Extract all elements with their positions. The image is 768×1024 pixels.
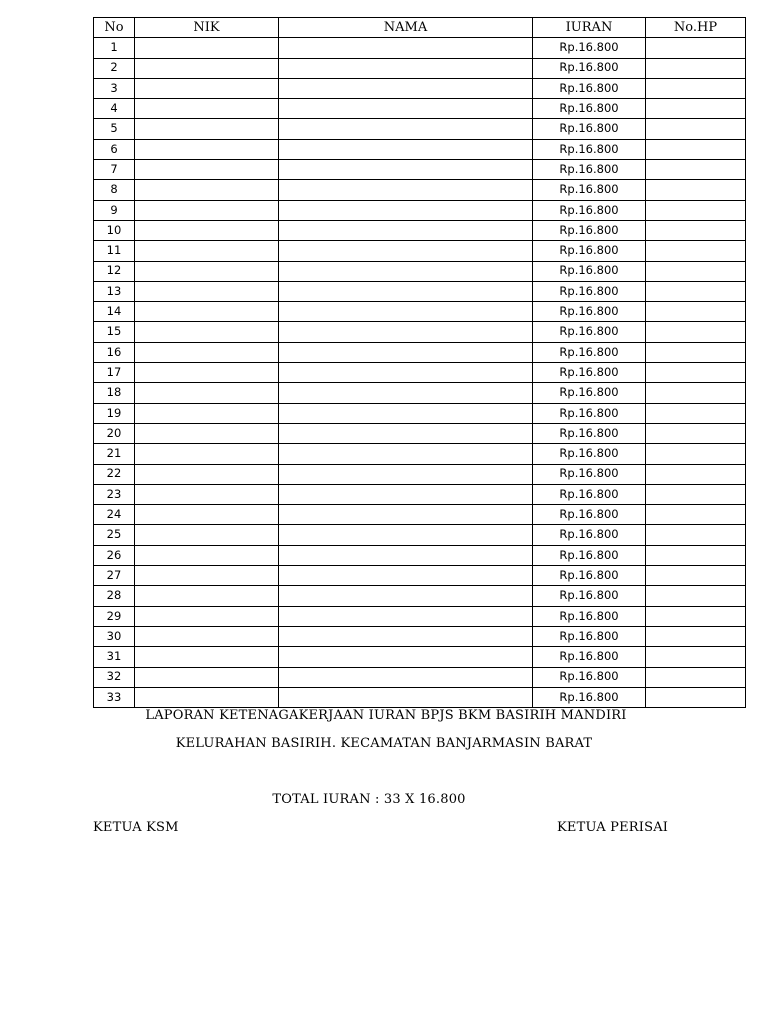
table-row <box>94 261 746 281</box>
cell-iuran: Rp.16.800 <box>533 586 646 606</box>
cell-nik <box>135 302 279 322</box>
cell-no-hp <box>646 444 746 464</box>
cell-no: 7 <box>94 160 135 180</box>
cell-no: 8 <box>94 180 135 200</box>
cell-nik <box>135 687 279 707</box>
cell-no: 22 <box>94 464 135 484</box>
cell-nama <box>279 505 533 525</box>
cell-iuran: Rp.16.800 <box>533 484 646 504</box>
cell-nik <box>135 261 279 281</box>
cell-no-hp <box>646 403 746 423</box>
cell-no-hp <box>646 464 746 484</box>
table-row <box>94 444 746 464</box>
cell-nama <box>279 403 533 423</box>
cell-nik <box>135 464 279 484</box>
table-row <box>94 58 746 78</box>
cell-no: 29 <box>94 606 135 626</box>
cell-iuran: Rp.16.800 <box>533 241 646 261</box>
cell-nama <box>279 484 533 504</box>
cell-iuran: Rp.16.800 <box>533 667 646 687</box>
cell-iuran: Rp.16.800 <box>533 322 646 342</box>
table-row <box>94 281 746 301</box>
cell-nik <box>135 505 279 525</box>
cell-no: 20 <box>94 423 135 443</box>
cell-no-hp <box>646 302 746 322</box>
table-row <box>94 687 746 707</box>
cell-no-hp <box>646 241 746 261</box>
cell-no: 15 <box>94 322 135 342</box>
table-row <box>94 525 746 545</box>
report-title-line-1: LAPORAN KETENAGAKERJAAN IURAN BPJS BKM BASIRIH MANDIRI <box>145 708 627 723</box>
header-no-hp: No.HP <box>646 18 746 38</box>
cell-no-hp <box>646 545 746 565</box>
cell-no: 27 <box>94 566 135 586</box>
cell-nik <box>135 322 279 342</box>
cell-iuran: Rp.16.800 <box>533 160 646 180</box>
cell-nama <box>279 687 533 707</box>
cell-no-hp <box>646 200 746 220</box>
table-row <box>94 566 746 586</box>
cell-nama <box>279 566 533 586</box>
cell-no-hp <box>646 180 746 200</box>
cell-iuran: Rp.16.800 <box>533 261 646 281</box>
cell-nama <box>279 342 533 362</box>
header-iuran: IURAN <box>533 18 646 38</box>
cell-no-hp <box>646 119 746 139</box>
table-body <box>94 38 746 708</box>
cell-nik <box>135 160 279 180</box>
table-row <box>94 220 746 240</box>
cell-nik <box>135 484 279 504</box>
cell-no: 31 <box>94 647 135 667</box>
cell-nik <box>135 139 279 159</box>
cell-nama <box>279 363 533 383</box>
cell-iuran: Rp.16.800 <box>533 464 646 484</box>
cell-no: 18 <box>94 383 135 403</box>
table-row <box>94 99 746 119</box>
cell-iuran: Rp.16.800 <box>533 403 646 423</box>
table-row <box>94 241 746 261</box>
cell-iuran: Rp.16.800 <box>533 687 646 707</box>
cell-no: 10 <box>94 220 135 240</box>
cell-no: 30 <box>94 626 135 646</box>
cell-nik <box>135 403 279 423</box>
cell-no: 21 <box>94 444 135 464</box>
table-row <box>94 647 746 667</box>
table-row <box>94 667 746 687</box>
cell-no: 16 <box>94 342 135 362</box>
cell-nik <box>135 99 279 119</box>
cell-nik <box>135 58 279 78</box>
cell-iuran: Rp.16.800 <box>533 139 646 159</box>
cell-nik <box>135 342 279 362</box>
cell-iuran: Rp.16.800 <box>533 200 646 220</box>
cell-no-hp <box>646 647 746 667</box>
cell-iuran: Rp.16.800 <box>533 38 646 58</box>
cell-no-hp <box>646 281 746 301</box>
cell-no-hp <box>646 423 746 443</box>
cell-no-hp <box>646 687 746 707</box>
cell-nik <box>135 78 279 98</box>
cell-iuran: Rp.16.800 <box>533 647 646 667</box>
cell-nama <box>279 78 533 98</box>
table-row <box>94 200 746 220</box>
table-row <box>94 180 746 200</box>
table-row <box>94 505 746 525</box>
table-row <box>94 38 746 58</box>
cell-iuran: Rp.16.800 <box>533 302 646 322</box>
cell-nik <box>135 566 279 586</box>
cell-iuran: Rp.16.800 <box>533 119 646 139</box>
table-row <box>94 586 746 606</box>
cell-nama <box>279 281 533 301</box>
cell-nama <box>279 220 533 240</box>
cell-no: 14 <box>94 302 135 322</box>
cell-iuran: Rp.16.800 <box>533 566 646 586</box>
cell-no-hp <box>646 160 746 180</box>
cell-no-hp <box>646 38 746 58</box>
contribution-table <box>93 17 746 708</box>
cell-nik <box>135 363 279 383</box>
cell-no: 33 <box>94 687 135 707</box>
cell-nik <box>135 383 279 403</box>
cell-nama <box>279 667 533 687</box>
cell-no: 28 <box>94 586 135 606</box>
cell-no-hp <box>646 667 746 687</box>
cell-no-hp <box>646 220 746 240</box>
cell-iuran: Rp.16.800 <box>533 383 646 403</box>
cell-nama <box>279 586 533 606</box>
cell-no-hp <box>646 566 746 586</box>
cell-iuran: Rp.16.800 <box>533 525 646 545</box>
cell-no-hp <box>646 484 746 504</box>
table-row <box>94 383 746 403</box>
cell-no-hp <box>646 261 746 281</box>
cell-no-hp <box>646 99 746 119</box>
cell-iuran: Rp.16.800 <box>533 363 646 383</box>
table-row <box>94 363 746 383</box>
cell-nama <box>279 139 533 159</box>
cell-nama <box>279 160 533 180</box>
cell-nik <box>135 180 279 200</box>
cell-no: 2 <box>94 58 135 78</box>
table-row <box>94 626 746 646</box>
cell-nama <box>279 180 533 200</box>
cell-no-hp <box>646 505 746 525</box>
cell-nik <box>135 626 279 646</box>
cell-no: 1 <box>94 38 135 58</box>
cell-nik <box>135 525 279 545</box>
table-header-row <box>94 18 746 38</box>
table-row <box>94 423 746 443</box>
cell-nik <box>135 281 279 301</box>
cell-nama <box>279 626 533 646</box>
table-row <box>94 302 746 322</box>
cell-nama <box>279 464 533 484</box>
table-row <box>94 606 746 626</box>
cell-no-hp <box>646 58 746 78</box>
cell-nama <box>279 525 533 545</box>
header-nik: NIK <box>135 18 279 38</box>
table-row <box>94 545 746 565</box>
cell-nama <box>279 241 533 261</box>
cell-no: 13 <box>94 281 135 301</box>
cell-no-hp <box>646 342 746 362</box>
cell-nik <box>135 667 279 687</box>
cell-iuran: Rp.16.800 <box>533 505 646 525</box>
cell-nama <box>279 322 533 342</box>
table-row <box>94 160 746 180</box>
cell-nama <box>279 261 533 281</box>
cell-no: 17 <box>94 363 135 383</box>
signature-ketua-perisai: KETUA PERISAI <box>557 820 669 835</box>
cell-nik <box>135 545 279 565</box>
cell-no-hp <box>646 525 746 545</box>
cell-nik <box>135 119 279 139</box>
cell-no-hp <box>646 363 746 383</box>
cell-no-hp <box>646 322 746 342</box>
table-row <box>94 139 746 159</box>
cell-nik <box>135 38 279 58</box>
table-row <box>94 464 746 484</box>
cell-no: 4 <box>94 99 135 119</box>
cell-nama <box>279 383 533 403</box>
cell-no: 26 <box>94 545 135 565</box>
cell-nik <box>135 200 279 220</box>
cell-iuran: Rp.16.800 <box>533 281 646 301</box>
cell-nik <box>135 220 279 240</box>
cell-no: 23 <box>94 484 135 504</box>
report-title-line-2: KELURAHAN BASIRIH. KECAMATAN BANJARMASIN BARAT <box>175 736 593 751</box>
cell-iuran: Rp.16.800 <box>533 99 646 119</box>
header-nama: NAMA <box>279 18 533 38</box>
cell-nik <box>135 241 279 261</box>
total-contribution: TOTAL IURAN : 33 X 16.800 <box>272 792 466 807</box>
cell-nama <box>279 119 533 139</box>
cell-iuran: Rp.16.800 <box>533 58 646 78</box>
table-row <box>94 403 746 423</box>
table-row <box>94 322 746 342</box>
cell-no: 3 <box>94 78 135 98</box>
cell-iuran: Rp.16.800 <box>533 220 646 240</box>
table-row <box>94 119 746 139</box>
cell-no: 25 <box>94 525 135 545</box>
cell-no: 19 <box>94 403 135 423</box>
cell-nik <box>135 647 279 667</box>
cell-iuran: Rp.16.800 <box>533 545 646 565</box>
cell-nama <box>279 647 533 667</box>
cell-nik <box>135 444 279 464</box>
cell-iuran: Rp.16.800 <box>533 444 646 464</box>
cell-nik <box>135 423 279 443</box>
cell-no: 32 <box>94 667 135 687</box>
table-row <box>94 342 746 362</box>
cell-no-hp <box>646 606 746 626</box>
cell-nama <box>279 38 533 58</box>
signature-ketua-ksm: KETUA KSM <box>93 820 179 835</box>
cell-nama <box>279 58 533 78</box>
cell-nama <box>279 444 533 464</box>
cell-no-hp <box>646 586 746 606</box>
cell-nama <box>279 302 533 322</box>
cell-no: 24 <box>94 505 135 525</box>
cell-no: 11 <box>94 241 135 261</box>
table-row <box>94 484 746 504</box>
cell-nama <box>279 99 533 119</box>
cell-iuran: Rp.16.800 <box>533 606 646 626</box>
cell-iuran: Rp.16.800 <box>533 626 646 646</box>
cell-nama <box>279 606 533 626</box>
cell-no: 5 <box>94 119 135 139</box>
cell-no-hp <box>646 78 746 98</box>
cell-nama <box>279 200 533 220</box>
cell-no-hp <box>646 626 746 646</box>
cell-nik <box>135 606 279 626</box>
cell-no-hp <box>646 383 746 403</box>
cell-iuran: Rp.16.800 <box>533 342 646 362</box>
cell-no: 6 <box>94 139 135 159</box>
cell-nik <box>135 586 279 606</box>
table-row <box>94 78 746 98</box>
cell-nama <box>279 545 533 565</box>
cell-nama <box>279 423 533 443</box>
cell-no: 9 <box>94 200 135 220</box>
cell-iuran: Rp.16.800 <box>533 423 646 443</box>
cell-no-hp <box>646 139 746 159</box>
header-no: No <box>94 18 135 38</box>
cell-no: 12 <box>94 261 135 281</box>
cell-iuran: Rp.16.800 <box>533 78 646 98</box>
cell-iuran: Rp.16.800 <box>533 180 646 200</box>
